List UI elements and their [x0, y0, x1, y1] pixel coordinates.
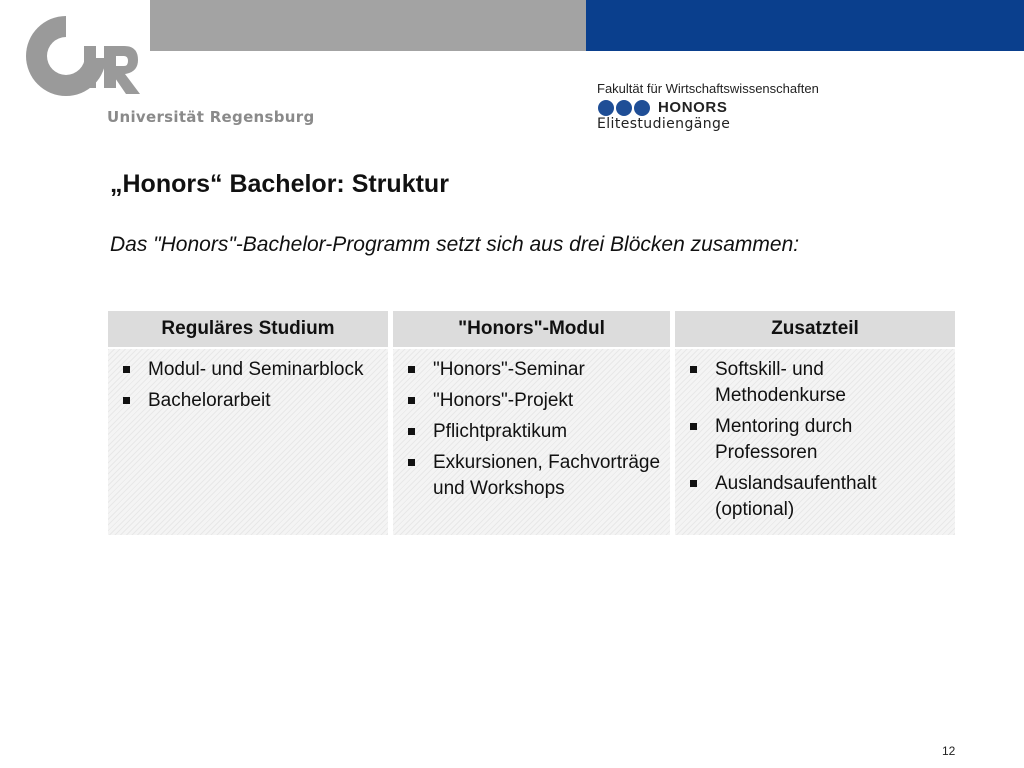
bullet-icon [690, 423, 697, 430]
university-logo [24, 14, 154, 102]
university-name: Universität Regensburg [107, 108, 315, 126]
bullet-icon [408, 428, 415, 435]
list-item: Pflichtpraktikum [405, 419, 662, 445]
faculty-name: Fakultät für Wirtschaftswissenschaften [597, 81, 819, 96]
honors-subtitle: Elitestudiengänge [597, 116, 731, 132]
column-body [393, 349, 670, 535]
header-bar-blue [586, 0, 1024, 51]
bullet-icon [408, 459, 415, 466]
column-header: Zusatzteil [675, 311, 955, 347]
header-bar-grey [150, 0, 586, 51]
column-header: Reguläres Studium [108, 311, 388, 347]
list-item: "Honors"-Projekt [405, 388, 662, 414]
list-item: Auslandsaufenthalt (optional) [687, 471, 947, 523]
bullet-icon [123, 366, 130, 373]
column-body [108, 349, 388, 535]
list-item: Modul- und Seminarblock [120, 357, 380, 383]
honors-brand: HONORS [658, 99, 728, 116]
column-regular-study [108, 311, 388, 535]
bullet-icon [408, 397, 415, 404]
list-item: "Honors"-Seminar [405, 357, 662, 383]
column-header: "Honors"-Modul [393, 311, 670, 347]
list-item: Softskill- und Methodenkurse [687, 357, 947, 409]
slide-subtitle: Das "Honors"-Bachelor-Programm setzt sich aus drei Blöcken zusammen: [110, 233, 800, 256]
page-number: 12 [942, 744, 956, 758]
bullet-icon [690, 366, 697, 373]
list-item: Bachelorarbeit [120, 388, 380, 414]
column-additional-part [675, 311, 955, 535]
slide-title: „Honors“ Bachelor: Struktur [110, 170, 449, 198]
list-item: Exkursionen, Fachvorträge und Workshops [405, 450, 662, 502]
bullet-icon [690, 480, 697, 487]
list-item: Mentoring durch Professoren [687, 414, 947, 466]
bullet-icon [123, 397, 130, 404]
column-body [675, 349, 955, 535]
column-honors-module [393, 311, 670, 535]
bullet-icon [408, 366, 415, 373]
